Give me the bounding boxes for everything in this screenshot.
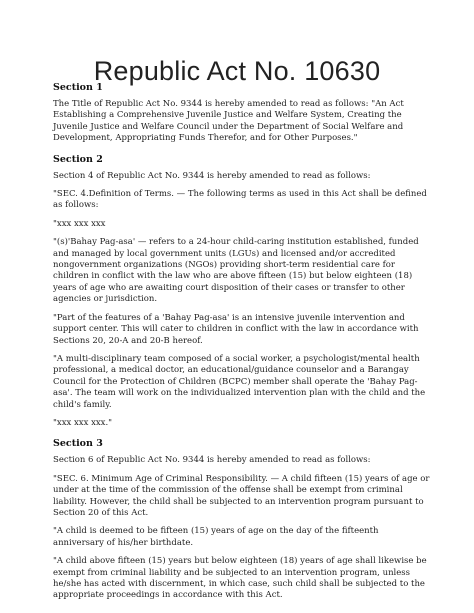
section-heading: Section 1: [53, 82, 103, 93]
document-body: [53, 82, 431, 609]
section-2: [53, 154, 431, 430]
paragraph: "A child above fifteen (15) years but below eighteen (18) years of age shall likewise be exempt from criminal liability and be subjected to an intervention program, unless he/she has acted with discernment, in which case, such child shall be subjected to the appropriate proceedings in accordance with this Act.: [53, 556, 427, 601]
document-title: Republic Act No. 10630: [93, 56, 381, 86]
section-heading: Section 3: [53, 438, 103, 450]
section-1: [53, 82, 431, 145]
paragraph: Section 4 of Republic Act No. 9344 is hereby amended to read as follows:: [53, 170, 371, 181]
paragraph: "SEC. 6. Minimum Age of Criminal Responsibility. — A child fifteen (15) years of age or under at the time of the commission of the offense shall be exempt from criminal liability. However, the child shall be subjected to an intervention program pursuant to Section 20 of this Act.: [53, 473, 430, 518]
paragraph: "A multi-disciplinary team composed of a social worker, a psychologist/mental health professional, a medical doctor, an educational/guidance counselor and a Barangay Council for the Protection of Children (BCPC) member shall operate the 'Bahay Pag-asa'. The team will work on the individualized intervention plan with the child and the child's family.: [53, 353, 426, 410]
paragraph: "(s)'Bahay Pag-asa' — refers to a 24-hour child-caring institution established, funded and managed by local government units (LGUs) and licensed and/or accredited nongovernment organizations (NGOs) providing short-term residential care for children in conflict with the law who are above fifteen (15) but below eighteen (18) years of age who are awaiting court disposition of their cases or transfer to other agencies or jurisdiction.: [53, 237, 419, 305]
paragraph: The Title of Republic Act No. 9344 is hereby amended to read as follows: "An Act Establishing a Comprehensive Juvenile Justice and Welfare System, Creating the Juvenile Justice and Welfare Council under the Department of Social Welfare and Development, Appropriating Funds Therefor, and for Other Purposes.": [53, 99, 404, 144]
paragraph: "Part of the features of a 'Bahay Pag-asa' is an intensive juvenile intervention and support center. This will cater to children in conflict with the law in accordance with Sections 20, 20-A and 20-B hereof.: [53, 312, 419, 346]
paragraph: "A child is deemed to be fifteen (15) years of age on the day of the fifteenth anniversary of his/her birthdate.: [53, 526, 379, 548]
paragraph: "xxx xxx xxx.": [53, 417, 113, 428]
section-heading: Section 2: [53, 153, 103, 165]
paragraph: "SEC. 4.Definition of Terms. — The following terms as used in this Act shall be defined as follows:: [53, 189, 427, 211]
paragraph: "xxx xxx xxx: [53, 218, 106, 229]
section-3: [53, 438, 431, 601]
paragraph: Section 6 of Republic Act No. 9344 is hereby amended to read as follows:: [53, 455, 371, 466]
